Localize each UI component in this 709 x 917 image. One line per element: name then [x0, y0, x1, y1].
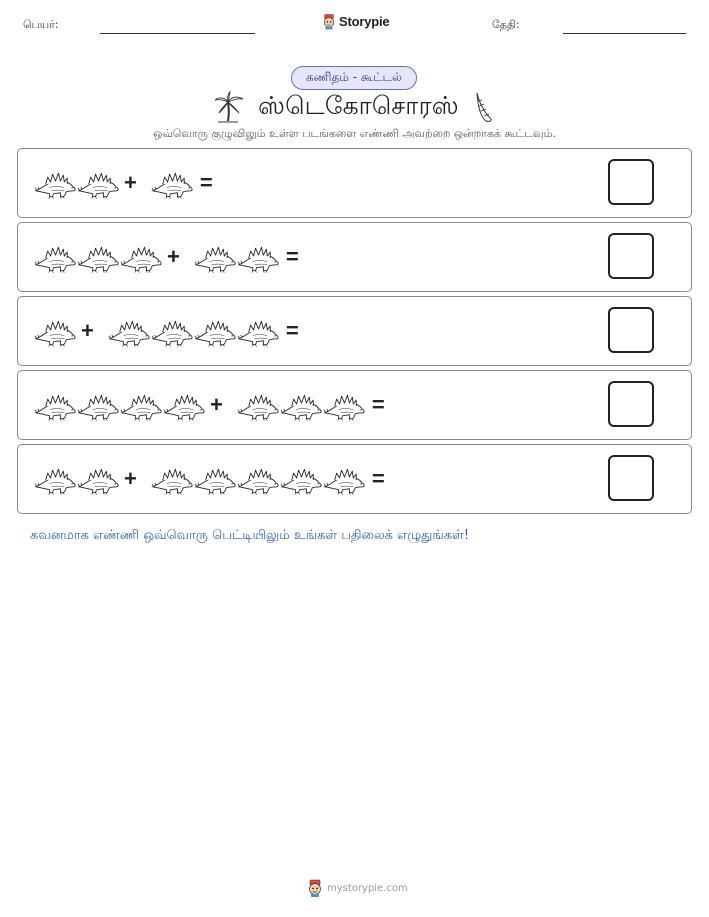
- answer-box[interactable]: [608, 159, 654, 205]
- addition-expression: [34, 297, 313, 365]
- stegosaurus-icon: [77, 388, 120, 422]
- plus-sign: +: [124, 466, 137, 491]
- stegosaurus-icon: [194, 314, 237, 348]
- stegosaurus-icon: [120, 240, 163, 274]
- stegosaurus-icon: [237, 462, 280, 496]
- problem-row-1: [17, 148, 692, 218]
- stegosaurus-icon: [237, 388, 280, 422]
- stegosaurus-icon: [34, 462, 77, 496]
- stegosaurus-icon: [34, 240, 77, 274]
- plus-sign: +: [167, 244, 180, 269]
- date-label: தேதி:: [492, 18, 520, 31]
- footer-brand: [307, 879, 408, 897]
- equals-sign: =: [285, 244, 299, 269]
- answer-box[interactable]: [608, 381, 654, 427]
- stegosaurus-icon: [194, 240, 237, 274]
- stegosaurus-icon: [280, 388, 323, 422]
- problem-row-5: [17, 444, 692, 514]
- addition-expression: [34, 445, 399, 513]
- footer-url[interactable]: mystorypie.com: [327, 882, 408, 894]
- addition-expression: [34, 371, 399, 439]
- plus-sign: +: [124, 170, 137, 195]
- storypie-mascot-icon: [307, 879, 323, 897]
- stegosaurus-icon: [280, 462, 323, 496]
- stegosaurus-icon: [237, 240, 280, 274]
- title-row: [0, 90, 709, 124]
- stegosaurus-icon: [77, 166, 120, 200]
- name-field[interactable]: [100, 33, 255, 34]
- stegosaurus-icon: [77, 462, 120, 496]
- equals-sign: =: [285, 318, 299, 343]
- stegosaurus-icon: [77, 240, 120, 274]
- palm-tree-icon: [214, 91, 244, 123]
- plus-sign: +: [210, 392, 223, 417]
- storypie-mascot-icon: [322, 13, 336, 30]
- stegosaurus-icon: [34, 388, 77, 422]
- stegosaurus-icon: [151, 314, 194, 348]
- stegosaurus-icon: [34, 314, 77, 348]
- stegosaurus-icon: [120, 388, 163, 422]
- stegosaurus-icon: [34, 166, 77, 200]
- name-label: பெயர்:: [23, 18, 59, 31]
- footer-note: கவனமாக எண்ணி ஒவ்வொரு பெட்டியிலும் உங்கள் பதிலைக் எழுதுங்கள்!: [30, 528, 470, 543]
- brand-name: Storypie: [339, 14, 390, 29]
- stegosaurus-icon: [323, 462, 366, 496]
- equals-sign: =: [371, 392, 385, 417]
- answer-box[interactable]: [608, 307, 654, 353]
- problem-row-3: [17, 296, 692, 366]
- plus-sign: +: [81, 318, 94, 343]
- stegosaurus-icon: [163, 388, 206, 422]
- stegosaurus-icon: [237, 314, 280, 348]
- equals-sign: =: [199, 170, 213, 195]
- answer-box[interactable]: [608, 455, 654, 501]
- instructions: ஒவ்வொரு குழுவிலும் உள்ள படங்களை எண்ணி அவற்றை ஒன்றாகக் கூட்டவும்.: [153, 127, 556, 140]
- brand-logo: [322, 13, 389, 30]
- horn-shell-icon: [473, 91, 495, 123]
- subject-badge: [291, 66, 417, 90]
- stegosaurus-icon: [108, 314, 151, 348]
- addition-expression: [34, 149, 227, 217]
- stegosaurus-icon: [151, 462, 194, 496]
- stegosaurus-icon: [323, 388, 366, 422]
- equals-sign: =: [371, 466, 385, 491]
- stegosaurus-icon: [194, 462, 237, 496]
- date-field[interactable]: [563, 33, 686, 34]
- page-title: ஸ்டெகோசொரஸ்: [258, 90, 459, 120]
- addition-expression: [34, 223, 313, 291]
- answer-box[interactable]: [608, 233, 654, 279]
- problem-row-2: [17, 222, 692, 292]
- stegosaurus-icon: [151, 166, 194, 200]
- subject-badge-label: கணிதம் - கூட்டல்: [305, 70, 403, 84]
- problem-row-4: [17, 370, 692, 440]
